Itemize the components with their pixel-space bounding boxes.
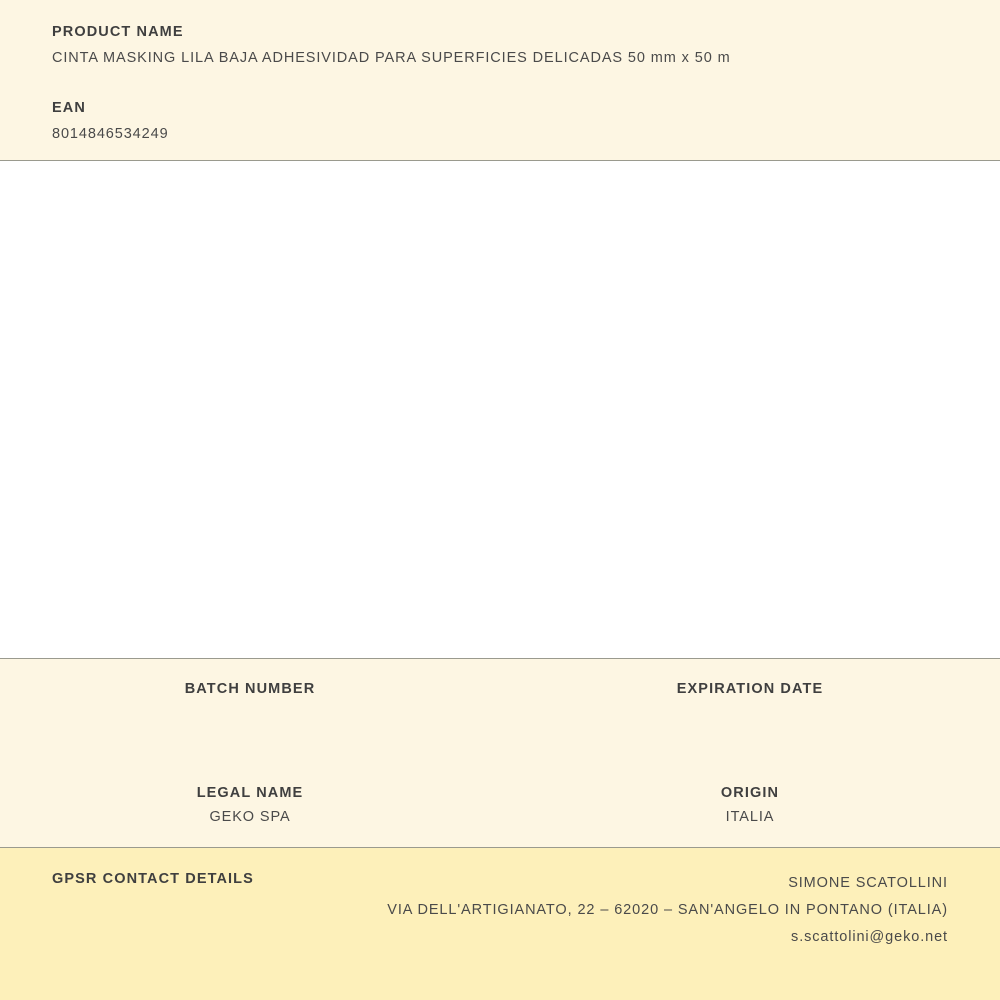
expiration-date-label: EXPIRATION DATE bbox=[676, 681, 824, 697]
product-name-value: CINTA MASKING LILA BAJA ADHESIVIDAD PARA SUPERFICIES DELICADAS 50 mm x 50 m bbox=[52, 50, 731, 66]
gpsr-contact-label: GPSR CONTACT DETAILS bbox=[52, 871, 254, 887]
gpsr-contact-section bbox=[0, 848, 1000, 1000]
batch-expiration-row bbox=[0, 681, 1000, 723]
batch-number-cell bbox=[0, 681, 500, 723]
product-details-section bbox=[0, 0, 1000, 161]
blank-content-area bbox=[0, 161, 1000, 659]
product-name-label: PRODUCT NAME bbox=[52, 24, 184, 40]
ean-label: EAN bbox=[52, 100, 86, 116]
origin-cell bbox=[500, 785, 1000, 827]
legal-name-cell bbox=[0, 785, 500, 827]
legal-name-label: LEGAL NAME bbox=[196, 785, 304, 801]
batch-legal-section bbox=[0, 659, 1000, 848]
batch-number-value bbox=[0, 705, 500, 723]
gpsr-contact-address: VIA DELL'ARTIGIANATO, 22 – 62020 – SAN'ANGELO IN PONTANO (ITALIA) bbox=[387, 902, 948, 918]
gpsr-contact-email[interactable]: s.scattolini@geko.net bbox=[791, 929, 948, 945]
expiration-date-cell bbox=[500, 681, 1000, 723]
ean-group bbox=[52, 100, 948, 142]
legal-name-value: GEKO SPA bbox=[209, 809, 291, 825]
origin-label: ORIGIN bbox=[720, 785, 780, 801]
gpsr-contact-details bbox=[387, 870, 948, 951]
gpsr-contact-name: SIMONE SCATOLLINI bbox=[788, 875, 948, 891]
product-name-group bbox=[52, 24, 948, 66]
ean-value: 8014846534249 bbox=[52, 126, 169, 142]
legal-origin-row bbox=[0, 785, 1000, 827]
expiration-date-value bbox=[500, 705, 1000, 723]
batch-number-label: BATCH NUMBER bbox=[184, 681, 316, 697]
origin-value: ITALIA bbox=[725, 809, 775, 825]
